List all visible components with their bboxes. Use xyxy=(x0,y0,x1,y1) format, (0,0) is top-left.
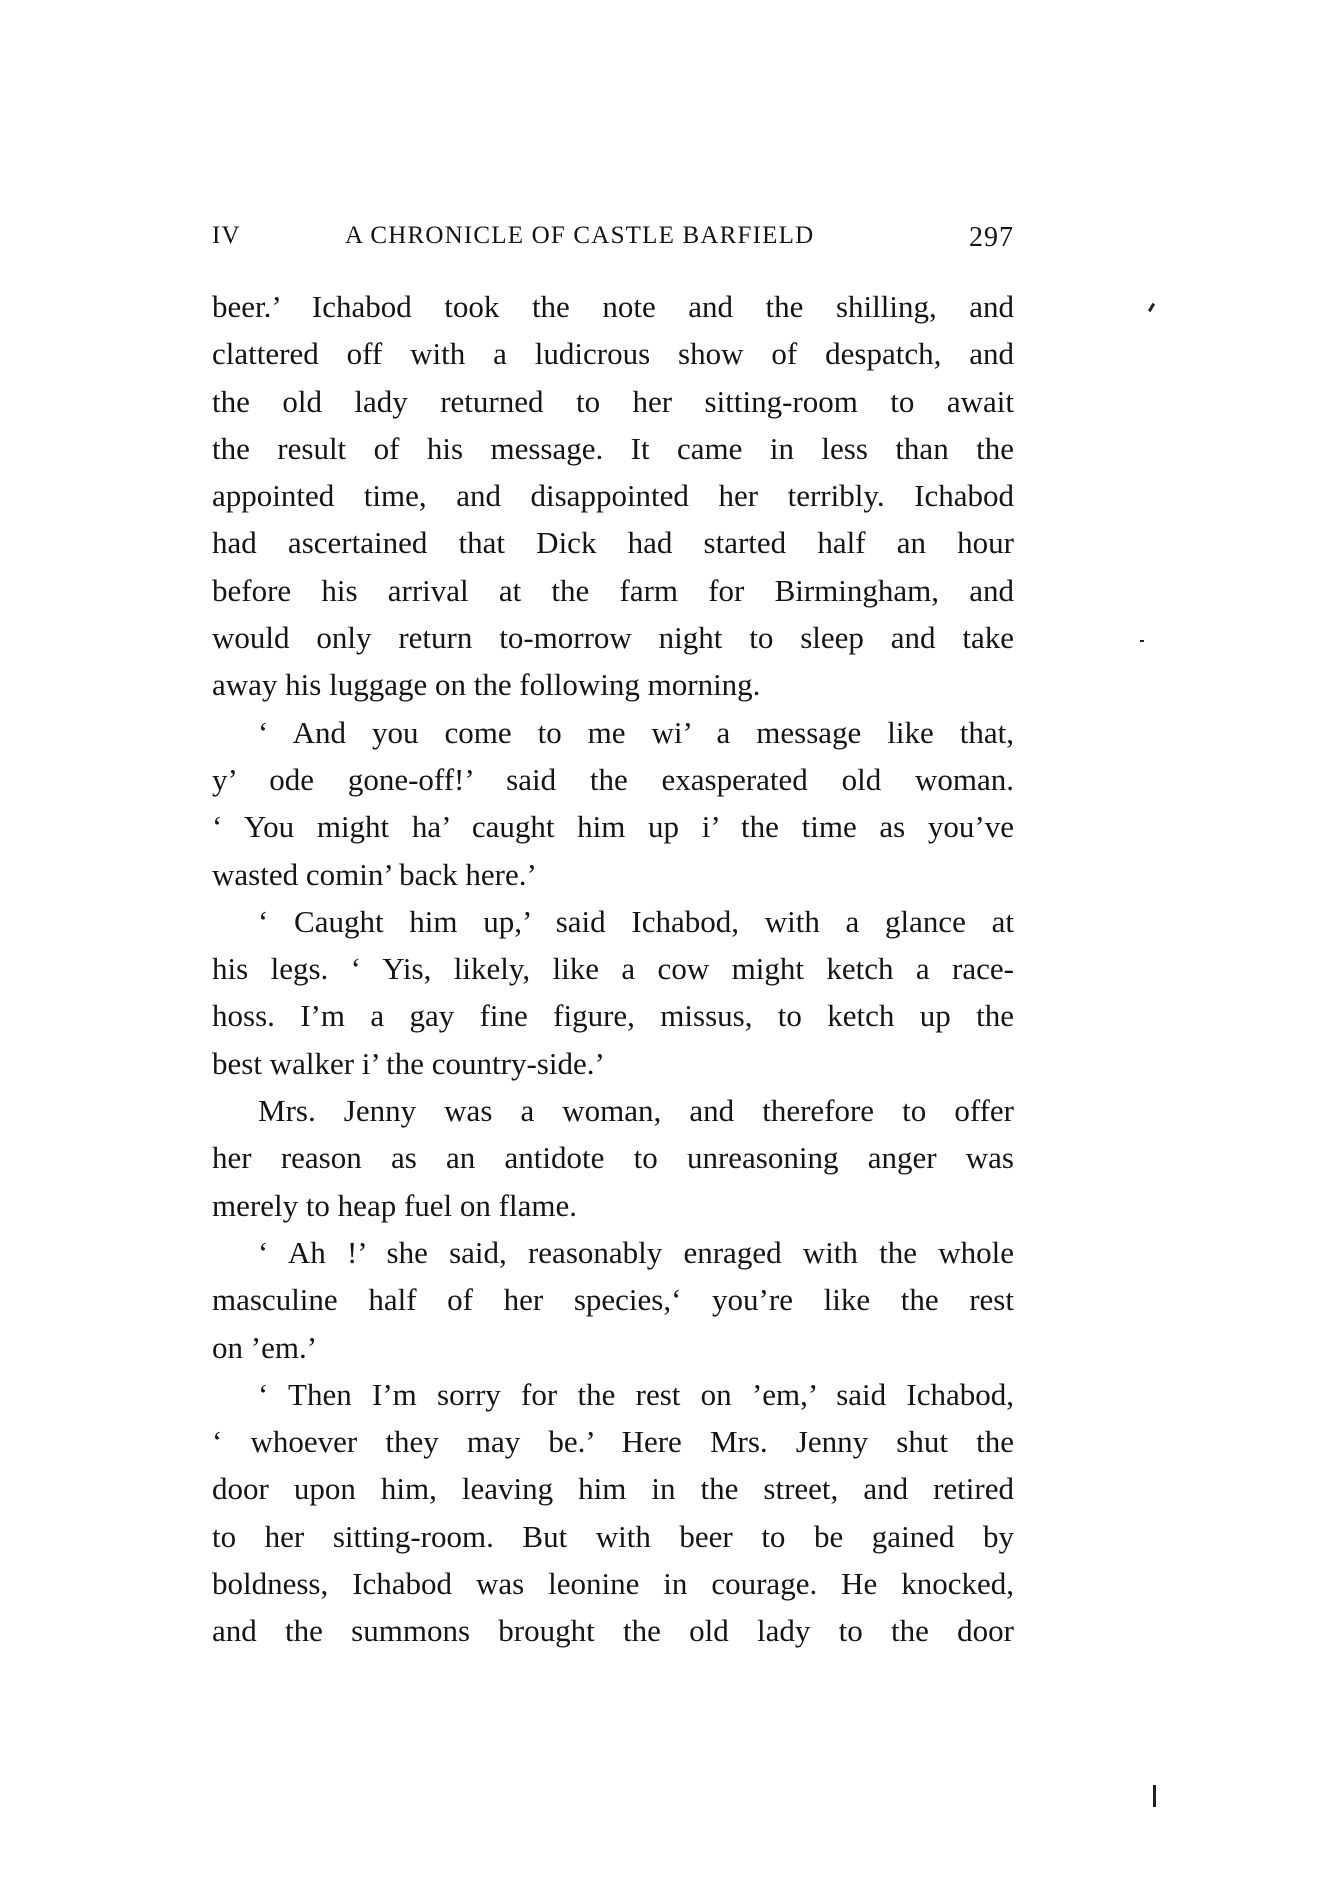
text-line: would only return to-morrow night to sleep and take xyxy=(212,620,1014,656)
text-line: ‘ Ah !’ she said, reasonably enraged with the whole xyxy=(258,1234,1014,1270)
text-line: door upon him, leaving him in the street, and retired xyxy=(212,1471,1014,1507)
text-line: the old lady returned to her sitting-room to await xyxy=(212,383,1014,419)
running-head xyxy=(212,222,1014,258)
running-title: A CHRONICLE OF CASTLE BARFIELD xyxy=(345,222,815,249)
text-line: away his luggage on the following morning. xyxy=(212,667,761,703)
ink-speck xyxy=(1140,640,1144,642)
text-line: on ’em.’ xyxy=(212,1329,318,1365)
text-line: merely to heap fuel on flame. xyxy=(212,1187,577,1223)
text-line: had ascertained that Dick had started half an hour xyxy=(212,525,1014,561)
text-line: hoss. I’m a gay fine figure, missus, to ketch up the xyxy=(212,998,1014,1034)
text-line: masculine half of her species,‘ you’re like the rest xyxy=(212,1282,1014,1318)
text-line: the result of his message. It came in less than the xyxy=(212,430,1014,466)
text-line: wasted comin’ back here.’ xyxy=(212,856,537,892)
text-line: and the summons brought the old lady to the door xyxy=(212,1613,1014,1649)
text-line: to her sitting-room. But with beer to be gained by xyxy=(212,1518,1014,1554)
text-line: clattered off with a ludicrous show of despatch, and xyxy=(212,336,1014,372)
ink-speck xyxy=(1153,1785,1156,1807)
text-line: y’ ode gone-off!’ said the exasperated old woman. xyxy=(212,761,1014,797)
text-line: beer.’ Ichabod took the note and the shilling, and xyxy=(212,289,1014,324)
text-line: his legs. ‘ Yis, likely, like a cow might ketch a race- xyxy=(212,951,1014,987)
text-line: ‘ You might ha’ caught him up i’ the time as you’ve xyxy=(212,809,1014,845)
text-line: ‘ whoever they may be.’ Here Mrs. Jenny shut the xyxy=(212,1424,1014,1460)
text-line: appointed time, and disappointed her terribly. Ichabod xyxy=(212,478,1014,514)
text-line: ‘ And you come to me wi’ a message like that, xyxy=(258,714,1014,750)
body-text xyxy=(212,283,1014,1655)
text-line: ‘ Caught him up,’ said Ichabod, with a glance at xyxy=(258,903,1014,939)
page-number: 297 xyxy=(969,222,1014,253)
text-line: ‘ Then I’m sorry for the rest on ’em,’ said Ichabod, xyxy=(258,1376,1014,1412)
text-line: before his arrival at the farm for Birmingham, and xyxy=(212,572,1014,608)
ink-speck xyxy=(1148,303,1155,312)
text-line: her reason as an antidote to unreasoning anger was xyxy=(212,1140,1014,1176)
text-line: Mrs. Jenny was a woman, and therefore to offer xyxy=(258,1093,1014,1129)
text-line: boldness, Ichabod was leonine in courage. He knocked, xyxy=(212,1566,1014,1602)
text-line: best walker i’ the country-side.’ xyxy=(212,1045,605,1081)
chapter-numeral: IV xyxy=(212,222,241,249)
